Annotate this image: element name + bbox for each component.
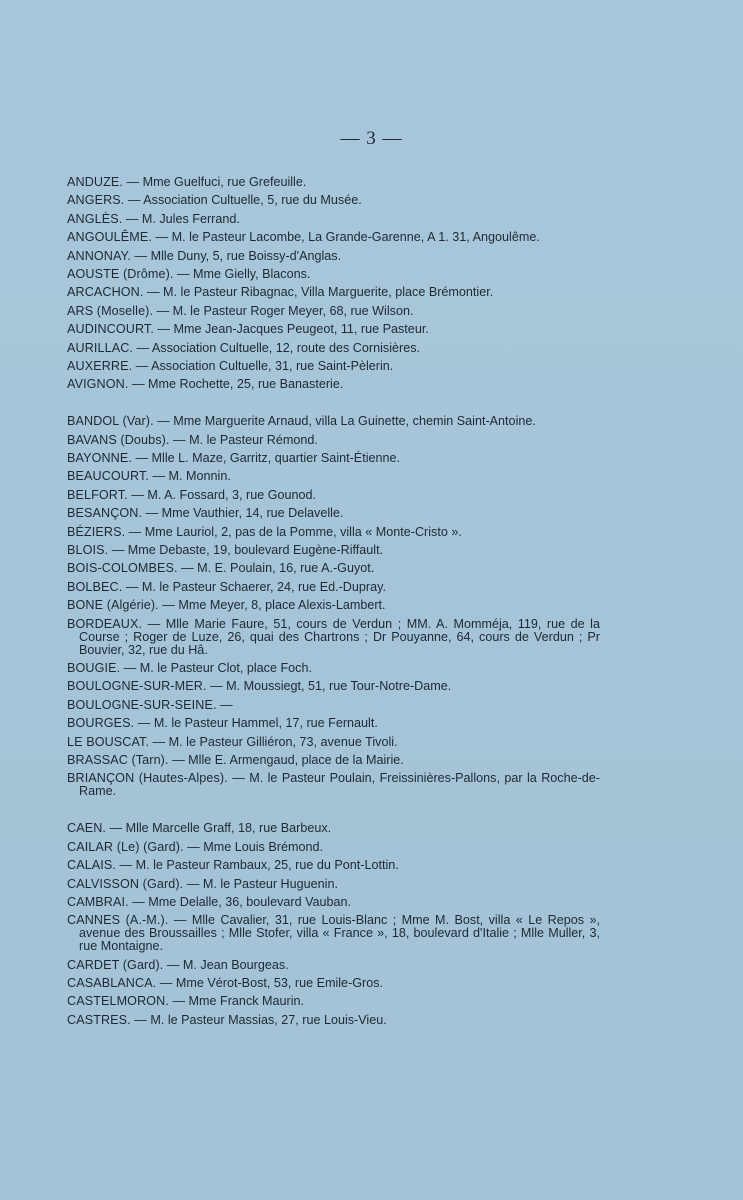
entry-city: CASTRES. xyxy=(67,1012,131,1027)
directory-entry xyxy=(67,754,600,767)
entry-details: — Association Cultuelle, 31, rue Saint-Pèlerin. xyxy=(132,358,394,373)
directory-entry xyxy=(67,378,600,391)
entry-details: — M. le Pasteur Hammel, 17, rue Fernault. xyxy=(134,716,378,731)
entry-details: — M. Monnin. xyxy=(148,469,231,484)
directory-entry xyxy=(67,618,600,657)
entry-city: BOLBEC. xyxy=(67,579,123,594)
entry-details: — M. le Pasteur Rambaux, 25, rue du Pont-Lottin. xyxy=(116,858,399,873)
entry-city: AUDINCOURT. xyxy=(67,322,154,337)
entry-city: BESANÇON. xyxy=(67,506,143,521)
directory-entry xyxy=(67,415,600,428)
directory-entry xyxy=(67,360,600,373)
directory-entry xyxy=(67,822,600,835)
directory-entry xyxy=(67,841,600,854)
entry-details: — Mme Jean-Jacques Peugeot, 11, rue Pasteur. xyxy=(153,322,429,337)
entry-details: — M. le Pasteur Poulain, Freissinières-Pallons, par la Roche-de-Rame. xyxy=(79,771,600,799)
entry-details: — M. le Pasteur Schaerer, 24, rue Ed.-Dupray. xyxy=(122,579,386,594)
directory-entry xyxy=(67,526,600,539)
entry-city: ARCACHON. xyxy=(67,285,144,300)
entry-city: ANNONAY. xyxy=(67,248,132,263)
directory-entry xyxy=(67,878,600,891)
entry-details: — xyxy=(216,697,233,712)
directory-entry xyxy=(67,699,600,712)
directory-entry xyxy=(67,194,600,207)
entry-details: — Mme Rochette, 25, rue Banasterie. xyxy=(128,377,344,392)
entry-city: CAEN. xyxy=(67,821,106,836)
entry-city: CASABLANCA. xyxy=(67,976,157,991)
entry-details: — M. le Pasteur Ribagnac, Villa Marguerite, place Brémontier. xyxy=(143,285,494,300)
entry-details: — M. le Pasteur Gilliéron, 73, avenue Tivoli. xyxy=(149,734,398,749)
entry-details: — Association Cultuelle, 12, route des Cornisières. xyxy=(133,340,420,355)
entry-city: BRASSAC (Tarn). xyxy=(67,752,169,767)
directory-entry xyxy=(67,268,600,281)
directory-entry xyxy=(67,562,600,575)
entry-details: — Mlle Cavalier, 31, rue Louis-Blanc ; Mme M. Bost, villa « Le Repos », avenue des Broussailles ; Mlle Stofer, villa « France », 18, boulevard d'Italie ; Mlle Muller, 3, rue Montaigne. xyxy=(79,913,601,954)
directory-entry xyxy=(67,250,600,263)
entry-city: BAVANS (Doubs). xyxy=(67,432,170,447)
entry-details: — M. le Pasteur Clot, place Foch. xyxy=(120,660,312,675)
entry-details: — M. Moussiegt, 51, rue Tour-Notre-Dame. xyxy=(206,679,452,694)
directory-entry xyxy=(67,736,600,749)
entry-details: — M. E. Poulain, 16, rue A.-Guyot. xyxy=(177,561,375,576)
directory-entry xyxy=(67,977,600,990)
entry-details: — Mme Lauriol, 2, pas de la Pomme, villa « Monte-Cristo ». xyxy=(125,524,462,539)
entry-city: BANDOL (Var). xyxy=(67,414,154,429)
entry-city: CALVISSON (Gard). xyxy=(67,876,184,891)
entry-details: — Association Cultuelle, 5, rue du Musée. xyxy=(124,193,362,208)
entry-details: — M. A. Fossard, 3, rue Gounod. xyxy=(127,487,317,502)
directory-entry xyxy=(67,489,600,502)
directory-entry xyxy=(67,323,600,336)
address-directory xyxy=(67,176,600,1032)
entry-city: BOURGES. xyxy=(67,716,135,731)
entry-details: — Mme Meyer, 8, place Alexis-Lambert. xyxy=(158,598,386,613)
entry-city: BLOIS. xyxy=(67,543,109,558)
entry-city: CAMBRAI. xyxy=(67,894,129,909)
entry-city: BONE (Algérie). xyxy=(67,598,159,613)
directory-entry xyxy=(67,717,600,730)
directory-entry xyxy=(67,896,600,909)
section-c xyxy=(67,822,600,1027)
entry-details: — M. le Pasteur Massias, 27, rue Louis-Vieu. xyxy=(130,1012,387,1027)
directory-entry xyxy=(67,680,600,693)
directory-entry xyxy=(67,772,600,798)
directory-entry xyxy=(67,305,600,318)
entry-city: BOULOGNE-SUR-MER. xyxy=(67,679,207,694)
directory-entry xyxy=(67,599,600,612)
entry-details: — Mme Louis Brémond. xyxy=(183,839,323,854)
entry-details: — M. Jules Ferrand. xyxy=(122,211,240,226)
entry-city: AURILLAC. xyxy=(67,340,133,355)
entry-city: AOUSTE (Drôme). xyxy=(67,266,174,281)
directory-entry xyxy=(67,914,600,953)
directory-entry xyxy=(67,176,600,189)
entry-details: — M. le Pasteur Roger Meyer, 68, rue Wilson. xyxy=(153,303,414,318)
entry-city: ANGERS. xyxy=(67,193,125,208)
entry-details: — M. le Pasteur Huguenin. xyxy=(183,876,338,891)
entry-details: — Mme Vauthier, 14, rue Delavelle. xyxy=(142,506,344,521)
directory-entry xyxy=(67,662,600,675)
entry-city: ARS (Moselle). xyxy=(67,303,154,318)
entry-city: ANDUZE. xyxy=(67,175,123,189)
entry-city: AVIGNON. xyxy=(67,377,129,392)
directory-entry xyxy=(67,231,600,244)
section-a xyxy=(67,176,600,391)
directory-entry xyxy=(67,452,600,465)
entry-details: — Mme Franck Maurin. xyxy=(168,994,305,1009)
directory-entry xyxy=(67,995,600,1008)
entry-details: — Mlle Duny, 5, rue Boissy-d'Anglas. xyxy=(131,248,342,263)
entry-city: CARDET (Gard). xyxy=(67,957,164,972)
entry-details: — M. le Pasteur Rémond. xyxy=(169,432,318,447)
entry-city: BELFORT. xyxy=(67,487,128,502)
directory-entry xyxy=(67,342,600,355)
entry-city: CASTELMORON. xyxy=(67,994,169,1009)
directory-entry xyxy=(67,1014,600,1027)
directory-entry xyxy=(67,544,600,557)
page-number: — 3 — xyxy=(340,128,403,149)
entry-details: — Mme Vérot-Bost, 53, rue Emile-Gros. xyxy=(156,976,384,991)
directory-entry xyxy=(67,859,600,872)
entry-city: AUXERRE. xyxy=(67,358,133,373)
entry-city: BORDEAUX. xyxy=(67,616,143,631)
entry-details: — Mme Debaste, 19, boulevard Eugène-Riffault. xyxy=(108,543,384,558)
entry-details: — Mme Gielly, Blacons. xyxy=(173,266,311,281)
entry-city: BOUGIE. xyxy=(67,660,121,675)
section-b xyxy=(67,415,600,798)
entry-city: LE BOUSCAT. xyxy=(67,734,150,749)
entry-city: CAILAR (Le) (Gard). xyxy=(67,839,184,854)
entry-details: — Mlle E. Armengaud, place de la Mairie. xyxy=(168,752,404,767)
entry-city: BOIS-COLOMBES. xyxy=(67,561,178,576)
entry-city: BÉZIERS. xyxy=(67,524,126,539)
entry-details: — Mme Marguerite Arnaud, villa La Guinette, chemin Saint-Antoine. xyxy=(153,414,536,429)
directory-entry xyxy=(67,213,600,226)
entry-city: BEAUCOURT. xyxy=(67,469,149,484)
entry-city: CANNES (A.-M.). xyxy=(67,913,169,928)
directory-entry xyxy=(67,959,600,972)
entry-details: — M. Jean Bourgeas. xyxy=(163,957,289,972)
directory-entry xyxy=(67,507,600,520)
entry-city: BRIANÇON (Hautes-Alpes). xyxy=(67,771,228,786)
entry-details: — Mme Delalle, 36, boulevard Vauban. xyxy=(128,894,352,909)
entry-city: BAYONNE. xyxy=(67,451,132,466)
entry-details: — Mme Guelfuci, rue Grefeuille. xyxy=(122,175,307,189)
entry-details: — Mlle Marcelle Graff, 18, rue Barbeux. xyxy=(106,821,332,836)
entry-city: BOULOGNE-SUR-SEINE. xyxy=(67,697,217,712)
directory-entry xyxy=(67,581,600,594)
entry-city: CALAIS. xyxy=(67,858,116,873)
entry-details: — Mlle L. Maze, Garritz, quartier Saint-Étienne. xyxy=(131,451,401,466)
entry-city: ANGLÈS. xyxy=(67,211,123,226)
directory-entry xyxy=(67,470,600,483)
entry-city: ANGOULÊME. xyxy=(67,230,152,245)
entry-details: — Mlle Marie Faure, 51, cours de Verdun ; MM. A. Momméja, 119, rue de la Course ; Roger de Luze, 26, quai des Chartrons ; Dr Pouyanne, 64, cours de Verdun ; Pr Bouvier, 32, rue du Hâ. xyxy=(79,616,600,657)
entry-details: — M. le Pasteur Lacombe, La Grande-Garenne, A 1. 31, Angoulême. xyxy=(151,230,540,245)
directory-entry xyxy=(67,434,600,447)
directory-entry xyxy=(67,286,600,299)
